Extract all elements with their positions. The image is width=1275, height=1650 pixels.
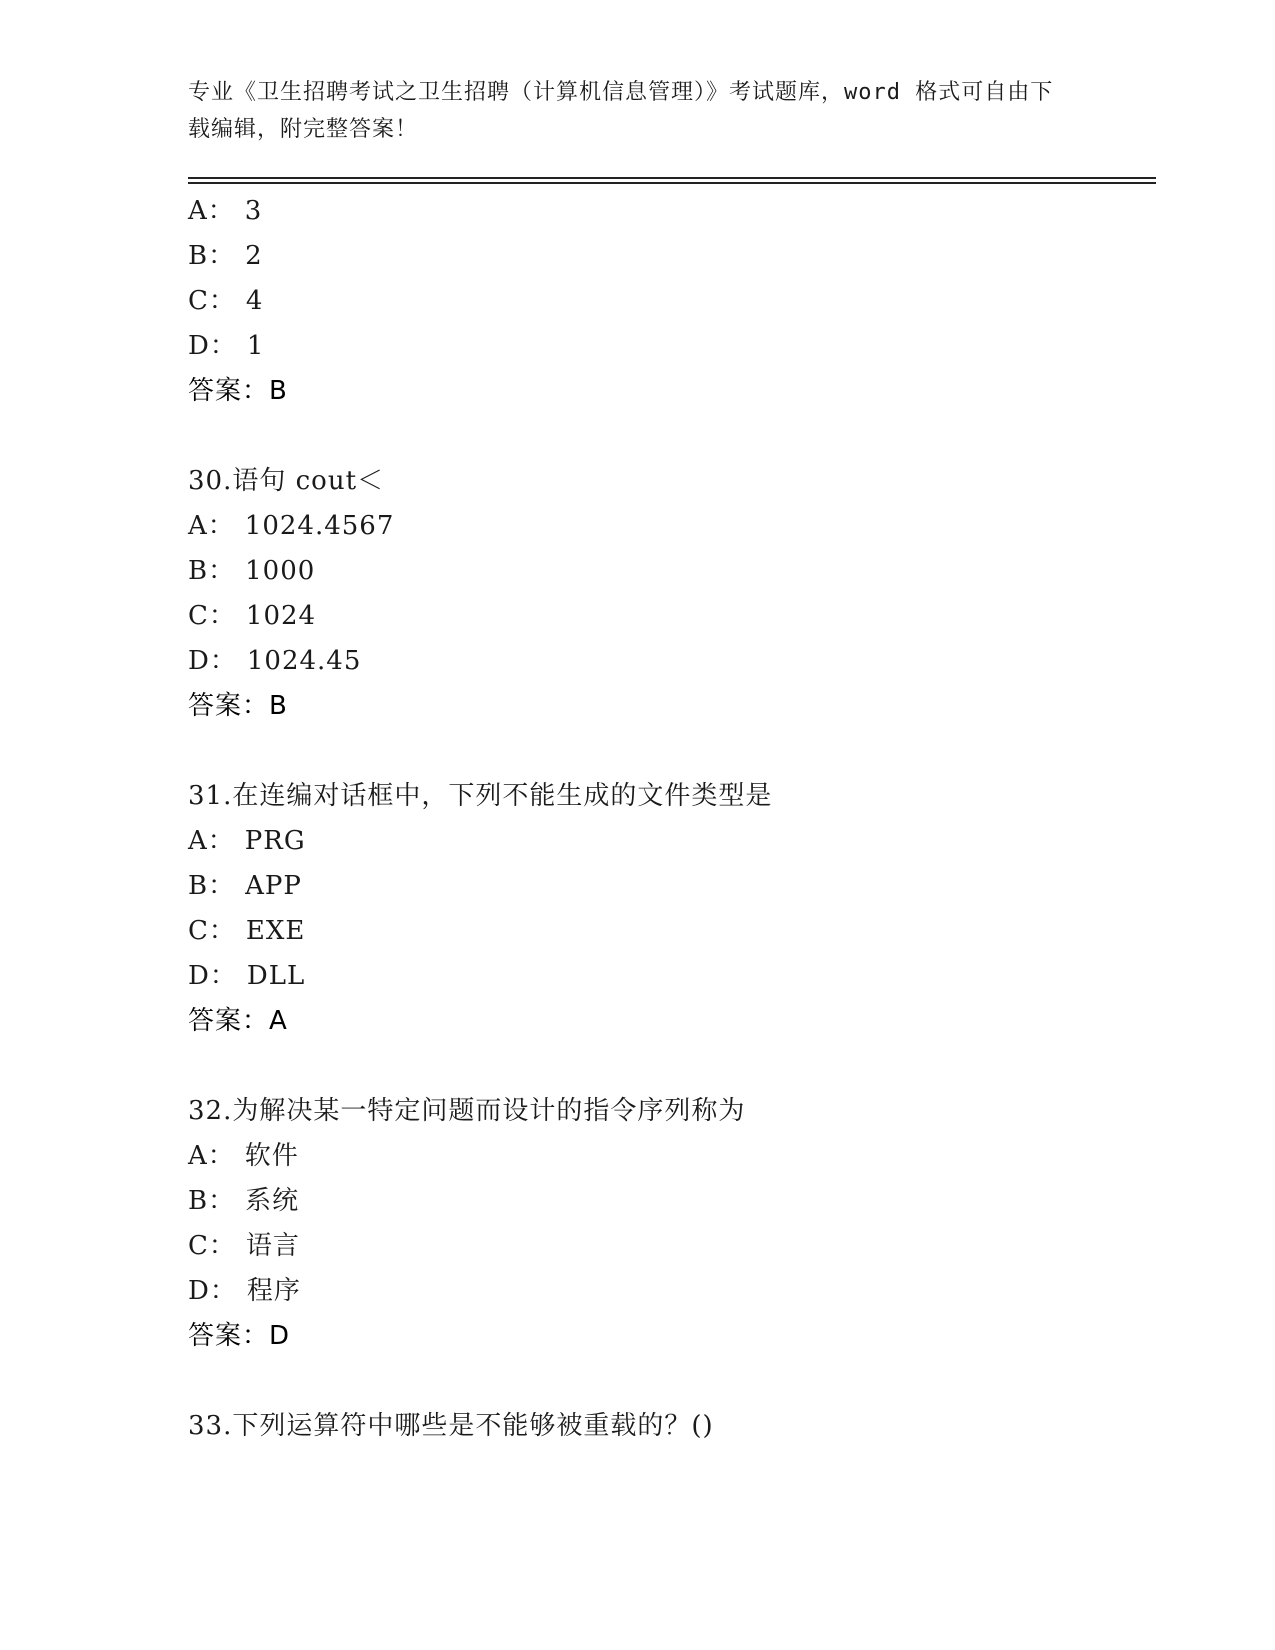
document-header: 专业《卫生招聘考试之卫生招聘（计算机信息管理）》考试题库，word 格式可自由下载编辑，附完整答案！ xyxy=(188,80,1054,142)
answer: 答案：D xyxy=(188,1321,291,1351)
option-b: B： 系统 xyxy=(188,1186,300,1216)
answer: 答案：B xyxy=(188,691,288,721)
option-d: D： 程序 xyxy=(188,1276,301,1306)
option-b: B： APP xyxy=(188,871,302,901)
question-33: 33.下列运算符中哪些是不能够被重载的？() xyxy=(188,1411,714,1441)
question-30: 30.语句 cout＜ xyxy=(188,466,385,496)
option-d: D： 1 xyxy=(188,331,265,361)
question-31: 31.在连编对话框中，下列不能生成的文件类型是 xyxy=(188,781,773,811)
option-b: B： 1000 xyxy=(188,556,316,586)
header-divider-bottom xyxy=(188,182,1156,184)
option-a: A： 1024.4567 xyxy=(188,511,395,541)
option-c: C： EXE xyxy=(188,916,306,946)
option-a: A： 3 xyxy=(188,196,263,226)
answer: 答案：B xyxy=(188,376,288,406)
option-d: D： 1024.45 xyxy=(188,646,362,676)
option-c: C： 语言 xyxy=(188,1231,300,1261)
option-b: B： 2 xyxy=(188,241,263,271)
answer: 答案：A xyxy=(188,1006,288,1036)
header-divider-top xyxy=(188,177,1156,179)
question-32: 32.为解决某一特定问题而设计的指令序列称为 xyxy=(188,1096,746,1126)
option-a: A： PRG xyxy=(188,826,306,856)
option-d: D： DLL xyxy=(188,961,306,991)
option-a: A： 软件 xyxy=(188,1141,299,1171)
option-c: C： 4 xyxy=(188,286,264,316)
option-c: C： 1024 xyxy=(188,601,317,631)
